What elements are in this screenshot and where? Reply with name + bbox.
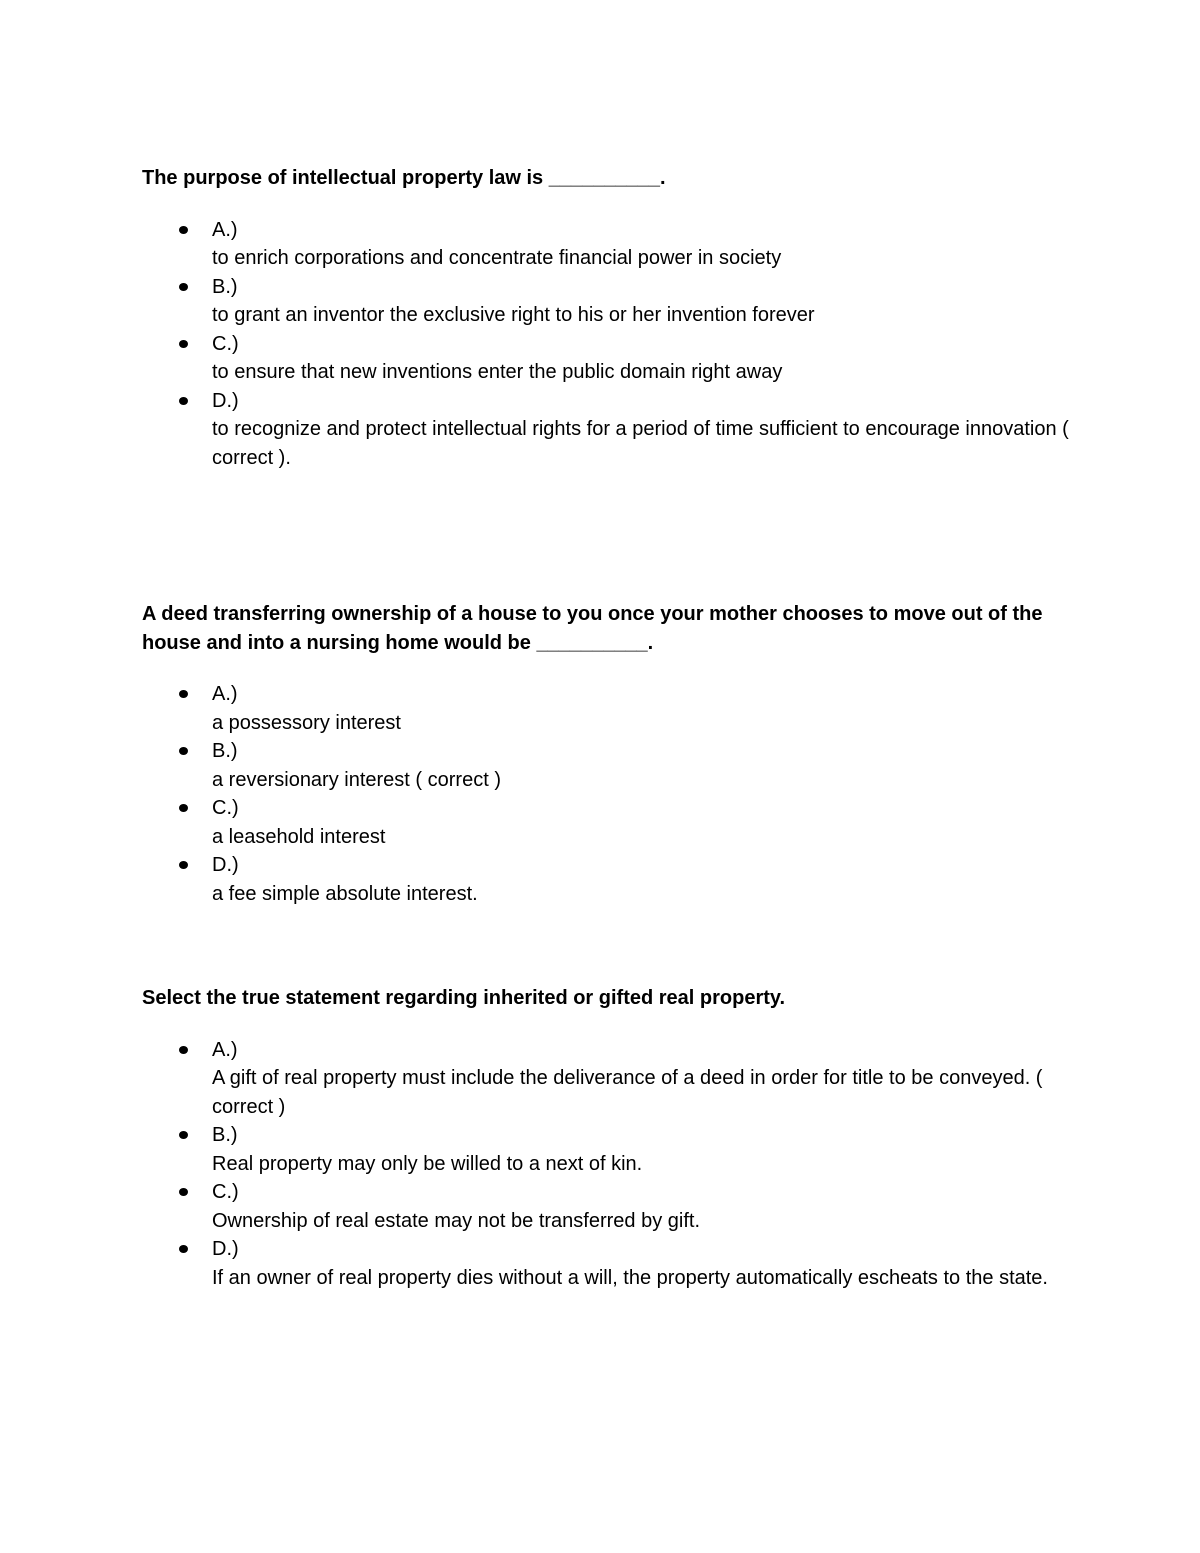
answer-options [142,680,1072,908]
option-letter: D.) [212,854,239,876]
question-prompt: The purpose of intellectual property law is __________. [142,167,666,189]
option-text: a reversionary interest ( correct ) [212,768,501,791]
question-prompt: Select the true statement regarding inherited or gifted real property. [142,987,786,1009]
bullet-icon [179,861,188,869]
answer-option-c [142,330,1072,387]
option-text: Ownership of real estate may not be transferred by gift. [212,1209,701,1232]
option-letter: C.) [212,332,239,355]
option-text: If an owner of real property dies without a will, the property automatically escheats to the state. [212,1266,1048,1289]
option-letter: D.) [212,1238,239,1260]
question-1 [142,164,1072,472]
option-text: Real property may only be willed to a next of kin. [212,1152,643,1175]
option-letter: C.) [212,797,239,819]
option-text: to recognize and protect intellectual rights for a period of time sufficient to encourage innovation ( correct ). [212,418,1069,469]
answer-options [142,216,1072,473]
option-text: to ensure that new inventions enter the public domain right away [212,361,783,383]
bullet-icon [179,1245,188,1253]
bullet-icon [179,1046,188,1054]
option-letter: B.) [212,740,238,762]
option-letter: B.) [212,1124,238,1146]
answer-option-a [142,216,1072,273]
option-letter: A.) [212,1038,238,1061]
option-letter: A.) [212,683,238,705]
bullet-icon [179,226,188,234]
answer-option-b [142,737,1072,794]
answer-option-b [142,1121,1072,1178]
option-text: to grant an inventor the exclusive right to his or her invention forever [212,304,815,326]
answer-option-b [142,273,1072,330]
answer-option-d [142,851,1072,908]
answer-options [142,1036,1072,1293]
bullet-icon [179,747,188,755]
answer-option-a [142,680,1072,737]
option-letter: D.) [212,389,239,412]
bullet-icon [179,690,188,698]
bullet-icon [179,397,188,405]
bullet-icon [179,804,188,812]
question-prompt: A deed transferring ownership of a house to you once your mother chooses to move out of the house and into a nursing home would be __________. [142,603,1043,654]
option-letter: C.) [212,1181,239,1203]
option-letter: B.) [212,275,238,298]
answer-option-a [142,1036,1072,1122]
answer-option-d [142,1235,1072,1292]
option-text: to enrich corporations and concentrate financial power in society [212,247,782,269]
bullet-icon [179,283,188,291]
question-2 [142,600,1072,908]
answer-option-c [142,1178,1072,1235]
option-letter: A.) [212,218,238,241]
question-3 [142,984,1072,1292]
option-text: a fee simple absolute interest. [212,882,478,905]
option-text: a possessory interest [212,711,401,734]
answer-option-c [142,794,1072,851]
option-text: a leasehold interest [212,825,386,848]
bullet-icon [179,1131,188,1139]
answer-option-d [142,387,1072,473]
bullet-icon [179,340,188,348]
bullet-icon [179,1188,188,1196]
option-text: A gift of real property must include the deliverance of a deed in order for title to be conveyed. ( correct ) [212,1067,1043,1118]
